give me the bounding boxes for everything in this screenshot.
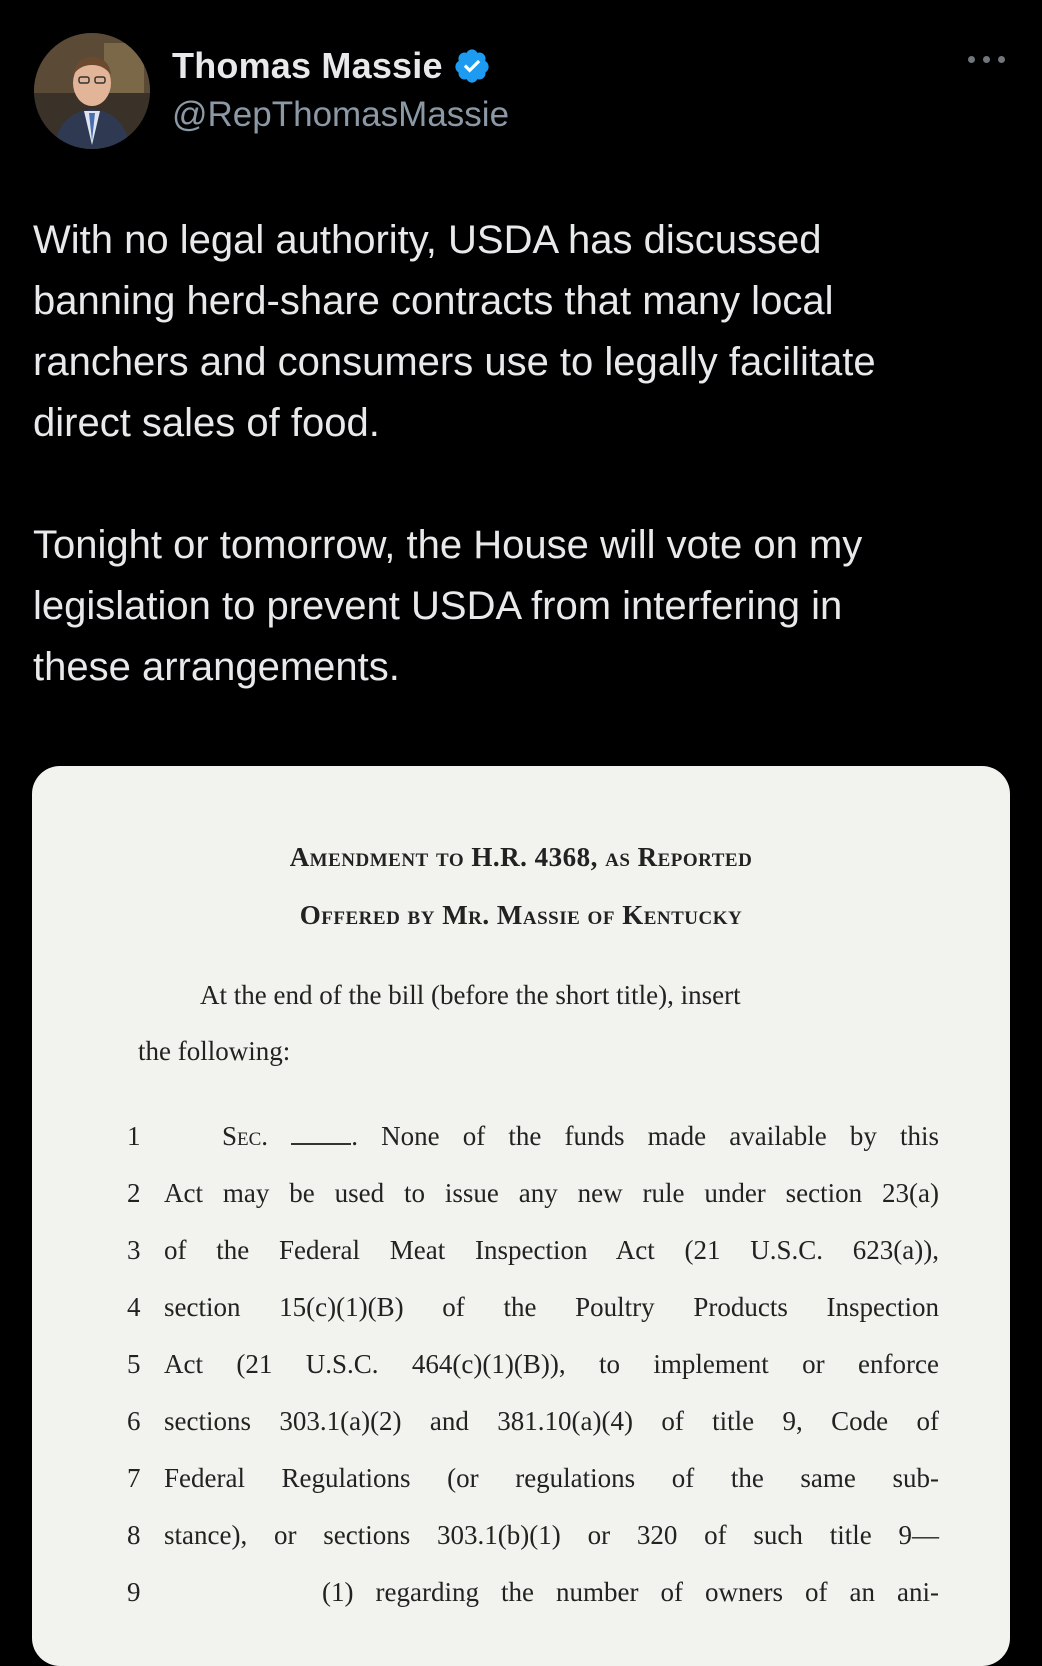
- display-name[interactable]: Thomas Massie: [172, 45, 443, 86]
- avatar[interactable]: [34, 33, 150, 149]
- more-options-icon[interactable]: [966, 47, 1008, 71]
- line-text: Act may be used to issue any new rule under section 23(a): [164, 1178, 939, 1208]
- line-number: 9: [127, 1577, 141, 1607]
- line-text: (1) regarding the number of owners of an ani-: [322, 1577, 939, 1607]
- document-line: [32, 1577, 1010, 1617]
- document-line: [32, 1121, 1010, 1161]
- line-number: 2: [127, 1178, 141, 1208]
- line-text: Act (21 U.S.C. 464(c)(1)(B)), to implement or enforce: [164, 1349, 939, 1379]
- section-blank: [291, 1121, 351, 1145]
- tweet-paragraph-1: With no legal authority, USDA has discussed banning herd-share contracts that many local ranchers and consumers use to legally facilitate direct sales of food.: [33, 218, 876, 445]
- document-intro-line-2: the following:: [138, 1036, 291, 1066]
- document-line: [32, 1349, 1010, 1389]
- handle[interactable]: @RepThomasMassie: [172, 95, 510, 134]
- line-number: 1: [127, 1121, 141, 1151]
- line-text: of the Federal Meat Inspection Act (21 U.S.C. 623(a)),: [164, 1235, 939, 1265]
- line-text: section 15(c)(1)(B) of the Poultry Products Inspection: [164, 1292, 939, 1322]
- document-line: [32, 1520, 1010, 1560]
- line-text: sections 303.1(a)(2) and 381.10(a)(4) of title 9, Code of: [164, 1406, 939, 1436]
- document-heading: Amendment to H.R. 4368, as Reported: [289, 842, 753, 872]
- line-number: 5: [127, 1349, 141, 1379]
- line-number: 3: [127, 1235, 141, 1265]
- document-line: [32, 1463, 1010, 1503]
- attached-document-image[interactable]: [32, 766, 1010, 1666]
- verified-badge-icon: [453, 47, 491, 85]
- line-number: 4: [127, 1292, 141, 1322]
- line-text: [222, 1121, 939, 1152]
- tweet-header: [34, 33, 1008, 153]
- line-text: Federal Regulations (or regulations of the same sub-: [164, 1463, 939, 1493]
- line-number: 6: [127, 1406, 141, 1436]
- line-text-content: . None of the funds made available by this: [351, 1121, 939, 1151]
- section-label: Sec.: [222, 1121, 269, 1151]
- tweet-paragraph-2: Tonight or tomorrow, the House will vote on my legislation to prevent USDA from interfering in these arrangements.: [33, 523, 863, 689]
- name-row: [172, 45, 491, 87]
- line-text: stance), or sections 303.1(b)(1) or 320 of such title 9—: [164, 1520, 939, 1550]
- document-line: [32, 1292, 1010, 1332]
- line-number: 7: [127, 1463, 141, 1493]
- document-line: [32, 1235, 1010, 1275]
- tweet-text: [33, 210, 993, 698]
- line-number: 8: [127, 1520, 141, 1550]
- document-subheading: Offered by Mr. Massie of Kentucky: [299, 900, 743, 930]
- avatar-photo: [34, 33, 150, 149]
- document-line: [32, 1406, 1010, 1446]
- document-line: [32, 1178, 1010, 1218]
- document-intro-line-1: At the end of the bill (before the short title), insert: [200, 980, 741, 1010]
